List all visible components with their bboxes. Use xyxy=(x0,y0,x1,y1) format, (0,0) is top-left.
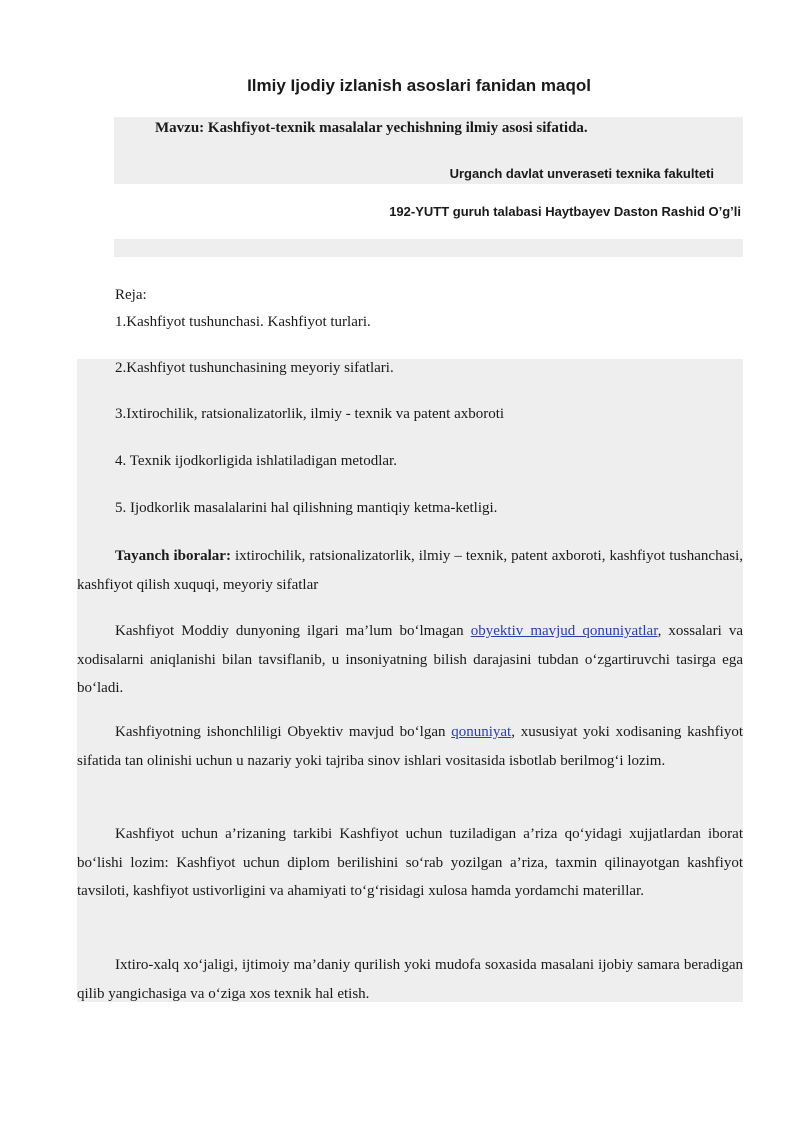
plan-item-5: 5. Ijodkorlik masalalarini hal qilishning mantiqiy ketma-ketligi. xyxy=(115,500,498,516)
plan-heading: Reja: xyxy=(115,287,147,303)
keywords-text: ixtirochilik, ratsionalizatorlik, ilmiy – texnik, patent axboroti, kashfiyot tushanchasi, kashfiyot qilish xuquqi, meyoriy sifatlar xyxy=(77,548,743,593)
spacer-shade-band xyxy=(114,239,743,257)
link-objective-laws[interactable]: obyektiv mavjud qonuniyatlar xyxy=(470,623,658,639)
p1-text-after: , xossalari va xodisalarni aniqlanishi bilan tavsiflanib, u insoniyatning bilish darajasini tubdan o‘zgartiruvchi tasirga ega bo‘ladi. xyxy=(77,623,743,696)
author-line: 192-YUTT guruh talabasi Haytbayev Daston Rashid O’g’li xyxy=(389,204,741,219)
p2-text-before: Kashfiyotning ishonchliligi Obyektiv mavjud bo‘lgan xyxy=(115,724,452,740)
plan-item-2: 2.Kashfiyot tushunchasining meyoriy sifatlari. xyxy=(115,360,394,376)
plan-item-3: 3.Ixtirochilik, ratsionalizatorlik, ilmiy - texnik va patent axboroti xyxy=(115,406,505,422)
p2-text-after: , xususiyat yoki xodisaning kashfiyot sifatida tan olinishi uchun u nazariy yoki tajriba sinov ishlari vositasida isbotlab berilmog‘i lozim. xyxy=(77,724,743,769)
paragraph-reliability xyxy=(77,718,743,775)
paragraph-application: Kashfiyot uchun a’rizaning tarkibi Kashfiyot uchun tuziladigan a’riza qo‘yidagi xujjatlardan iborat bo‘lishi lozim: Kashfiyot uchun diplom berilishini so‘rab yozilgan a’riza, taxmin qilinayotgan kashfiyot tavsiloti, kashfiyot ustivorligini va ahamiyati to‘g‘risidagi xulosa hamda yordamchi materillar. xyxy=(77,826,743,899)
document-title: Ilmiy Ijodiy izlanish asoslari fanidan maqol xyxy=(247,76,591,95)
topic-line: Mavzu: Kashfiyot-texnik masalalar yechishning ilmiy asosi sifatida. xyxy=(155,120,588,136)
paragraph-discovery xyxy=(77,617,743,703)
plan-item-4: 4. Texnik ijodkorligida ishlatiladigan metodlar. xyxy=(115,453,397,469)
p1-text-before: Kashfiyot Moddiy dunyoning ilgari ma’lum bo‘lmagan xyxy=(115,623,471,639)
keywords-paragraph xyxy=(77,542,743,599)
keywords-label: Tayanch iboralar: xyxy=(115,548,231,564)
paragraph-invention: Ixtiro-xalq xo‘jaligi, ijtimoiy ma’daniy qurilish yoki mudofa soxasida masalani ijobiy samara beradigan qilib yangichasiga va o‘ziga xos texnik hal etish. xyxy=(77,957,743,1002)
link-law[interactable]: qonuniyat xyxy=(451,724,512,740)
university-line: Urganch davlat unveraseti texnika fakulteti xyxy=(449,166,714,181)
plan-item-1: 1.Kashfiyot tushunchasi. Kashfiyot turlari. xyxy=(115,314,371,330)
